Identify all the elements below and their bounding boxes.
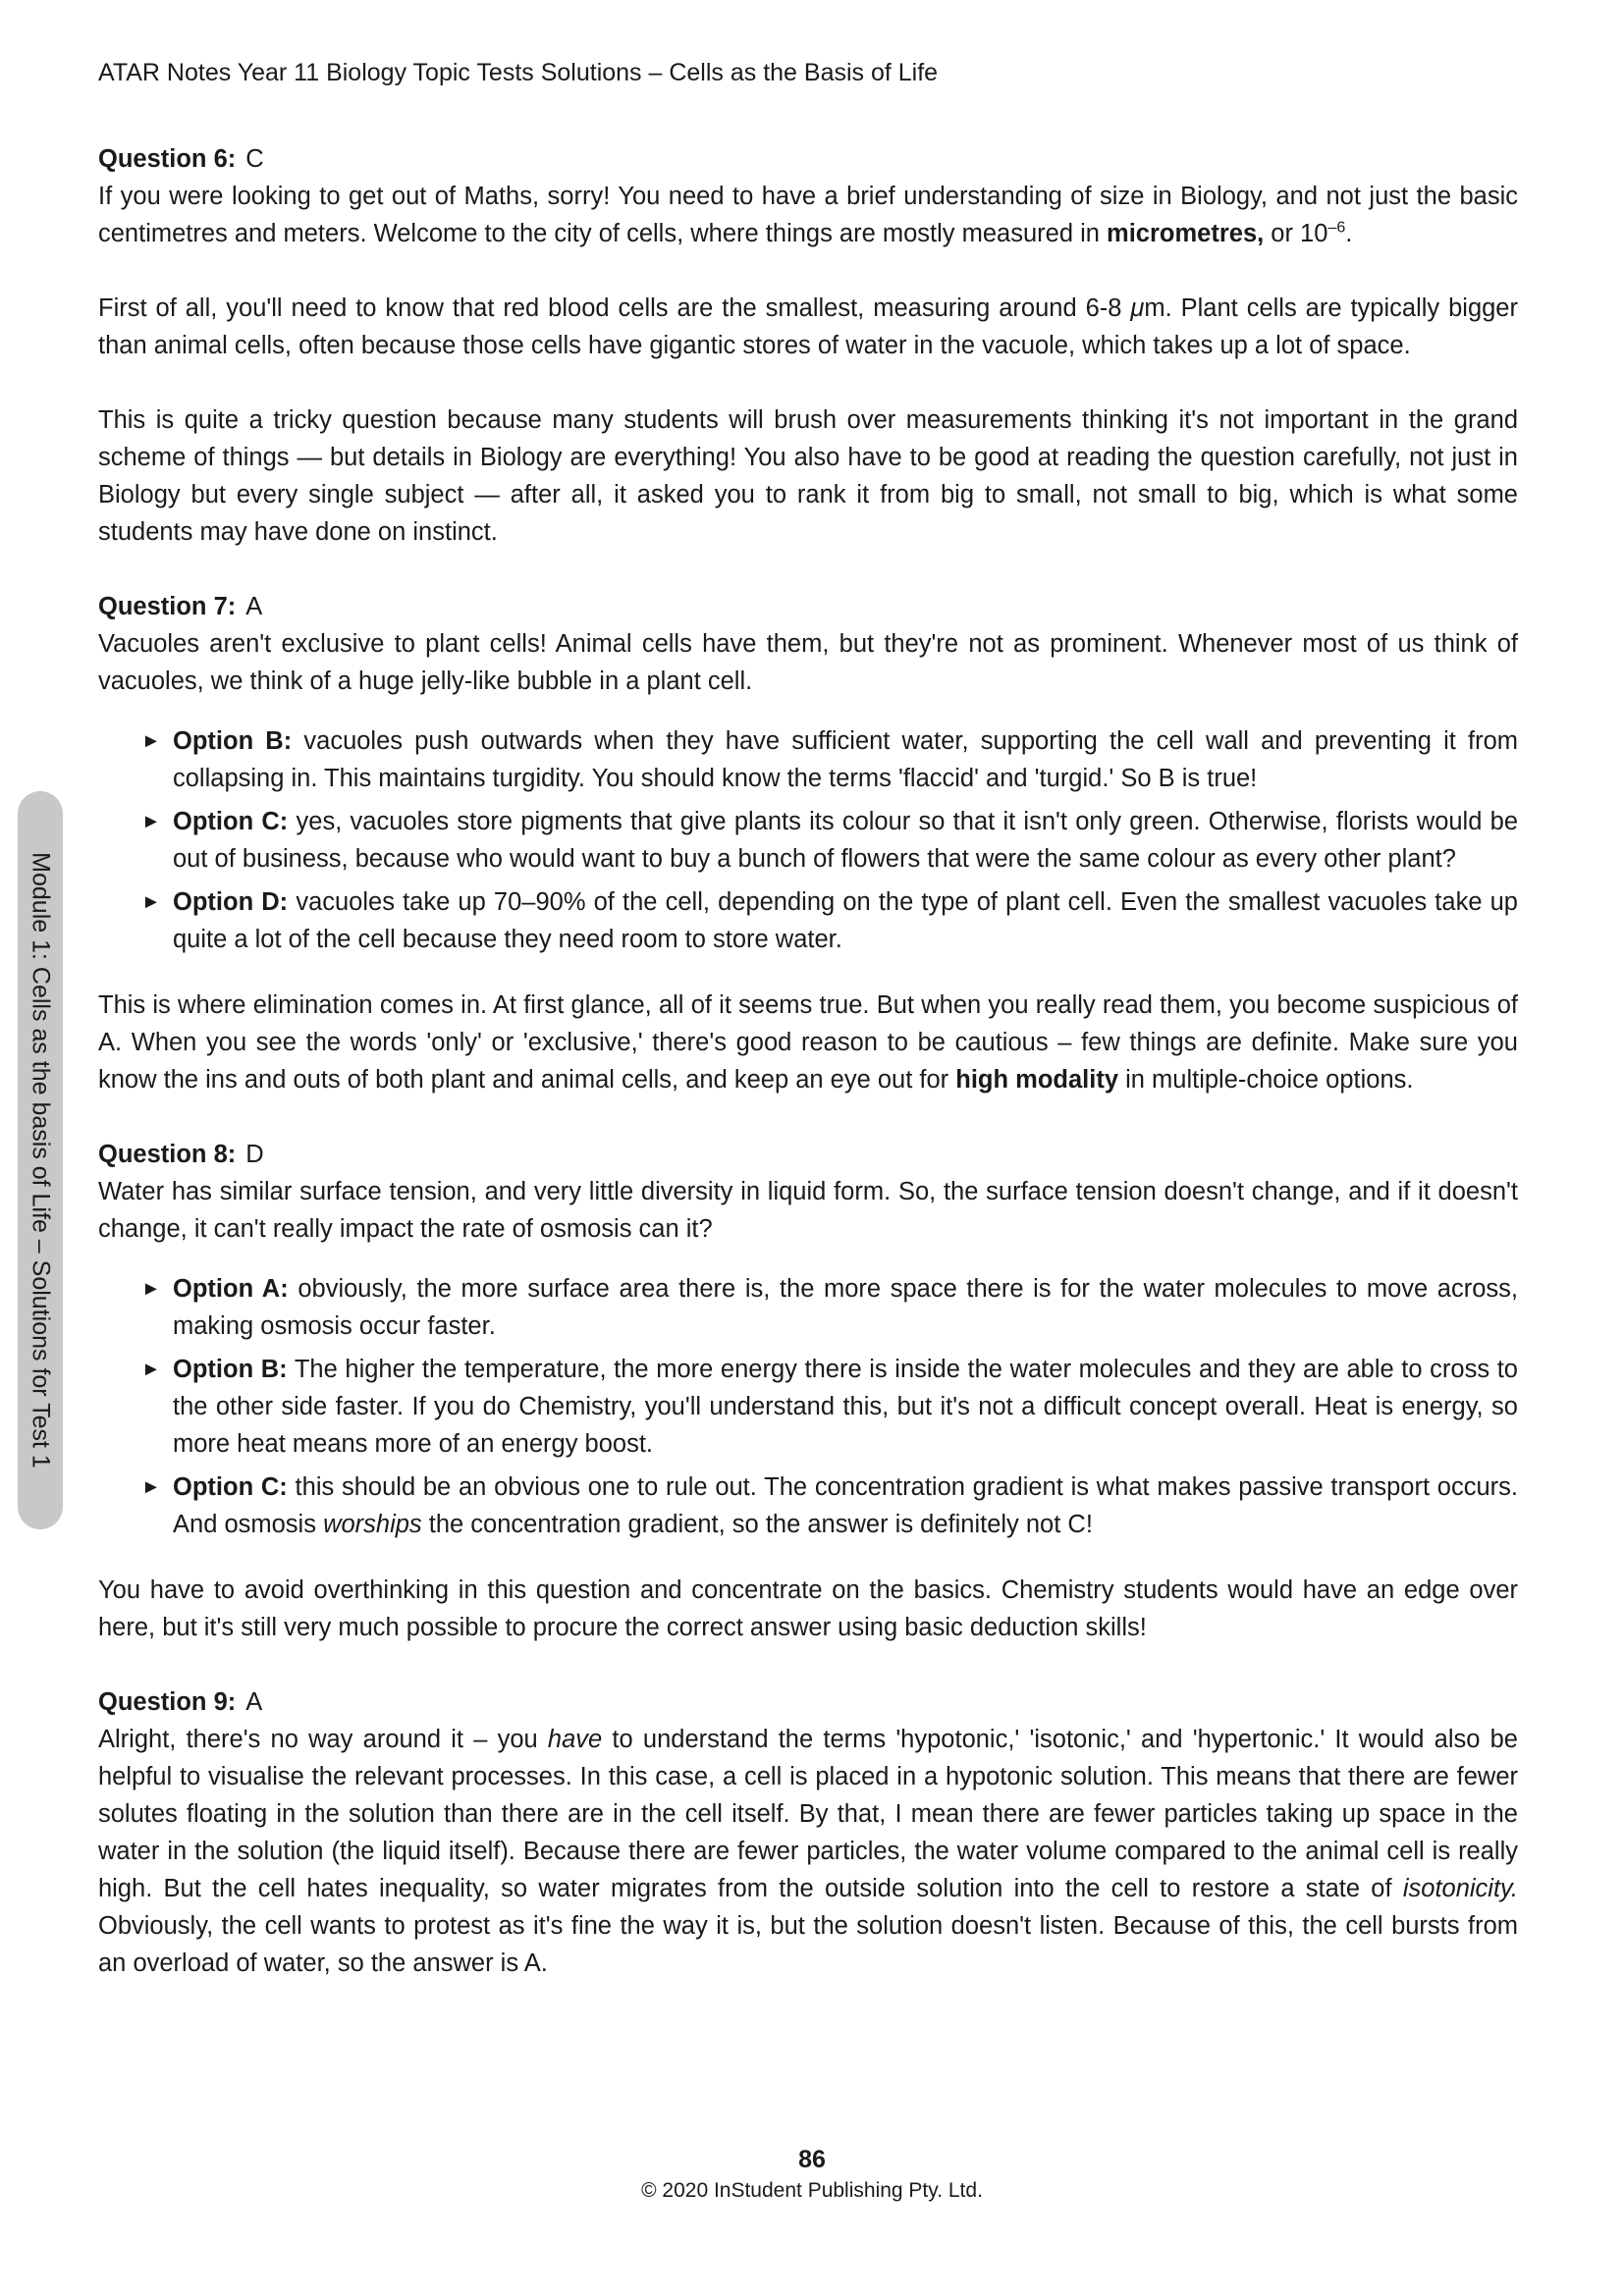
bullet-triangle-icon: ► [141, 1278, 161, 1300]
question-8 [98, 1136, 1518, 1646]
page-number: 86 [798, 2146, 826, 2173]
question-8-paragraph-1: Water has similar surface tension, and very little diversity in liquid form. So, the surface tension doesn't change, and if it doesn't change, it can't really impact the rate of osmosis can it? [98, 1178, 1518, 1243]
list-item: ► Option D: vacuoles take up 70–90% of the cell, depending on the type of plant cell. Even the smallest vacuoles take up quite a lot of the cell because they need room to store water. [141, 883, 1518, 958]
copyright-notice: © 2020 InStudent Publishing Pty. Ltd. [641, 2179, 983, 2202]
question-9-paragraph-1: Alright, there's no way around it – you have to understand the terms 'hypotonic,' 'isotonic,' and 'hypertonic.' It would also be helpful to visualise the relevant processes. In this case, a cell is placed in a hypotonic solution. This means that there are fewer solutes floating in the solution than there are in the cell itself. By that, I mean there are fewer particles taking up space in the water in the solution (the liquid itself). Because there are fewer particles, the water volume compared to the animal cell is really high. But the cell hates inequality, so water migrates from the outside solution into the cell to restore a state of isotonicity. Obviously, the cell wants to protest as it's fine the way it is, but the solution doesn't listen. Because of this, the cell bursts from an overload of water, so the answer is A. [98, 1726, 1518, 1977]
question-7-options [98, 722, 1518, 958]
question-6-paragraph-1: If you were looking to get out of Maths, sorry! You need to have a brief understanding of size in Biology, and not just the basic centimetres and meters. Welcome to the city of cells, where things are mostly measured in micrometres, or $10^{-6}$. [98, 183, 1518, 247]
bullet-triangle-icon: ► [141, 730, 161, 752]
question-8-options [98, 1270, 1518, 1543]
page-footer [0, 2143, 1624, 2206]
list-item: ► Option A: obviously, the more surface area there is, the more space there is for the water molecules to move across, making osmosis occur faster. [141, 1270, 1518, 1345]
question-6-paragraph-3: This is quite a tricky question because many students will brush over measurements thinking it's not important in the grand scheme of things — but details in Biology are everything! You also have to be good at reading the question carefully, not just in Biology but every single subject — after all, it asked you to rank it from big to small, not small to big, which is what some students may have done on instinct. [98, 406, 1518, 546]
question-6-paragraph-2: First of all, you'll need to know that red blood cells are the smallest, measuring around 6-8 μm. Plant cells are typically bigger than animal cells, often because those cells have gigantic stores of water in the vacuole, which takes up a lot of space. [98, 294, 1518, 359]
question-8-label: Question 8: [98, 1141, 237, 1168]
bullet-triangle-icon: ► [141, 891, 161, 913]
bullet-triangle-icon: ► [141, 1476, 161, 1498]
question-7-label: Question 7: [98, 593, 237, 620]
question-8-paragraph-2: You have to avoid overthinking in this question and concentrate on the basics. Chemistry students would have an edge over here, but it's still very much possible to procure the correct answer using basic deduction skills! [98, 1576, 1518, 1641]
question-6-label: Question 6: [98, 145, 237, 173]
list-item: ► Option C: yes, vacuoles store pigments that give plants its colour so that it isn't only green. Otherwise, florists would be out of business, because who would want to buy a bunch of flowers that were the same colour as every other plant? [141, 803, 1518, 878]
list-item: ► Option C: this should be an obvious one to rule out. The concentration gradient is what makes passive transport occurs. And osmosis worships the concentration gradient, so the answer is definitely not C! [141, 1468, 1518, 1543]
question-6 [98, 140, 1518, 551]
question-8-answer: D [245, 1141, 264, 1168]
list-item: ► Option B: The higher the temperature, the more energy there is inside the water molecules and they are able to cross to the other side faster. If you do Chemistry, you'll understand this, but it's not a difficult concept overall. Heat is energy, so more heat means more of an energy boost. [141, 1351, 1518, 1463]
question-7-paragraph-2: This is where elimination comes in. At first glance, all of it seems true. But when you really read them, you become suspicious of A. When you see the words 'only' or 'exclusive,' there's good reason to be cautious – few things are definite. Make sure you know the ins and outs of both plant and animal cells, and keep an eye out for high modality in multiple-choice options. [98, 991, 1518, 1094]
question-9-answer: A [245, 1688, 263, 1716]
question-7-paragraph-1: Vacuoles aren't exclusive to plant cells! Animal cells have them, but they're not as prominent. Whenever most of us think of vacuoles, we think of a huge jelly-like bubble in a plant cell. [98, 630, 1518, 695]
question-7 [98, 588, 1518, 1098]
module-side-tab-label: Module 1: Cells as the basis of Life – Solutions for Test 1 [27, 852, 55, 1468]
question-7-answer: A [245, 593, 263, 620]
question-6-answer: C [245, 145, 264, 173]
list-item: ► Option B: vacuoles push outwards when they have sufficient water, supporting the cell wall and preventing it from collapsing in. This maintains turgidity. You should know the terms 'flaccid' and 'turgid.' So B is true! [141, 722, 1518, 797]
question-9-label: Question 9: [98, 1688, 237, 1716]
running-header: ATAR Notes Year 11 Biology Topic Tests Solutions – Cells as the Basis of Life [98, 59, 939, 86]
question-9 [98, 1683, 1518, 1982]
page-content [98, 140, 1518, 1982]
bullet-triangle-icon: ► [141, 1359, 161, 1380]
bullet-triangle-icon: ► [141, 811, 161, 832]
